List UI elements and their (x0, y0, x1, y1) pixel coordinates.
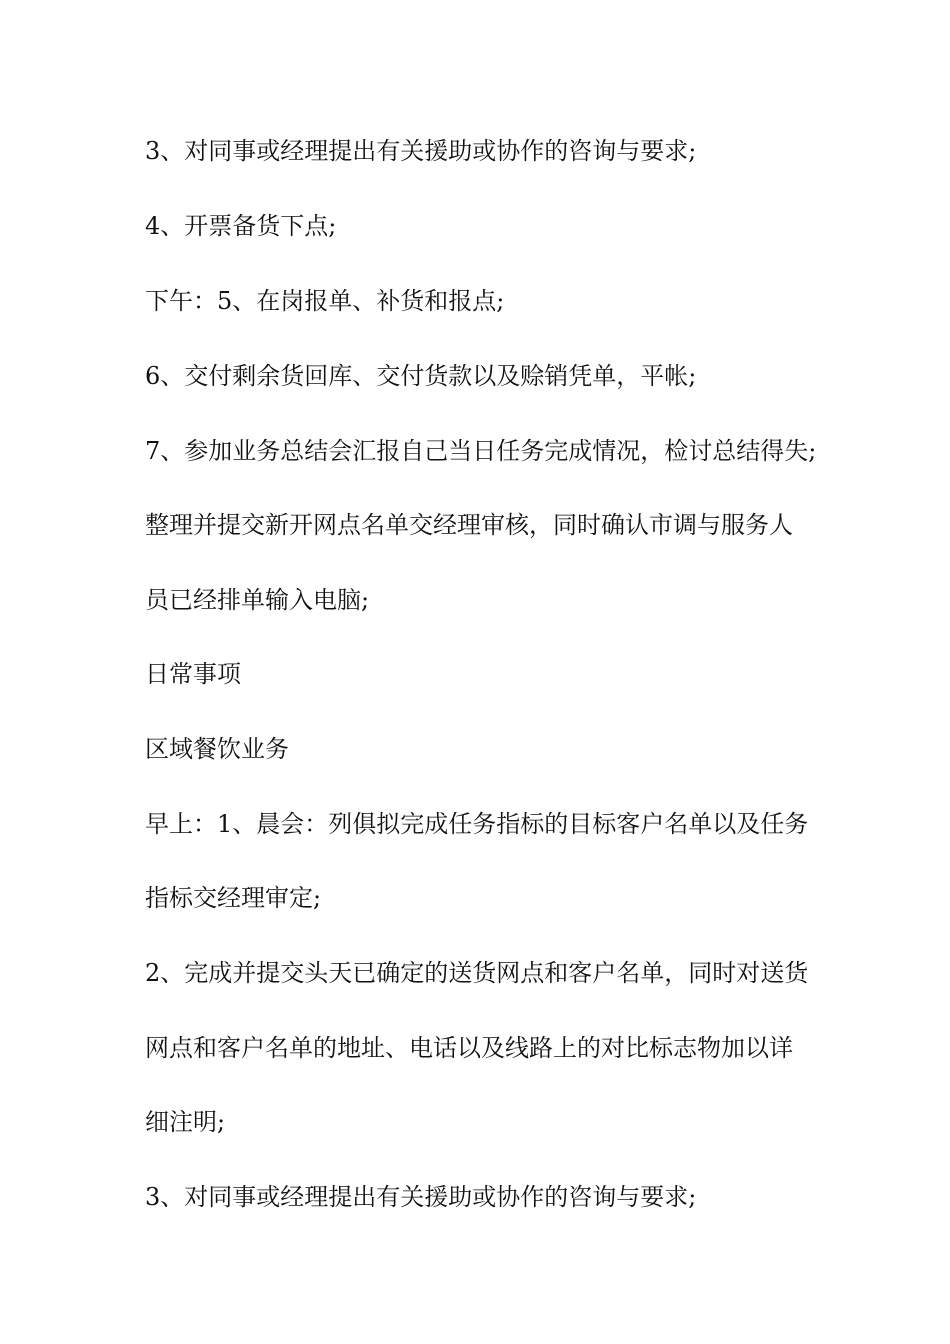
text-line: 整理并提交新开网点名单交经理审核，同时确认市调与服务人 (145, 511, 793, 539)
text-line: 网点和客户名单的地址、电话以及线路上的对比标志物加以详 (145, 1034, 793, 1062)
text-line: 下午：5、在岗报单、补货和报点; (145, 287, 505, 315)
text-line: 6、交付剩余货回库、交付货款以及赊销凭单，平帐; (145, 362, 697, 390)
section-heading: 区域餐饮业务 (145, 735, 289, 763)
text-line: 3、对同事或经理提出有关援助或协作的咨询与要求; (145, 137, 697, 165)
text-line: 早上：1、晨会：列俱拟完成任务指标的目标客户名单以及任务 (145, 810, 809, 838)
text-line: 2、完成并提交头天已确定的送货网点和客户名单，同时对送货 (145, 959, 809, 987)
text-line: 4、开票备货下点; (145, 212, 337, 240)
text-line: 细注明; (145, 1108, 226, 1136)
text-line: 3、对同事或经理提出有关援助或协作的咨询与要求; (145, 1183, 697, 1211)
text-line: 员已经排单输入电脑; (145, 586, 370, 614)
text-line: 7、参加业务总结会汇报自己当日任务完成情况，检讨总结得失; (145, 437, 817, 465)
section-heading: 日常事项 (145, 660, 241, 688)
text-line: 指标交经理审定; (145, 884, 322, 912)
